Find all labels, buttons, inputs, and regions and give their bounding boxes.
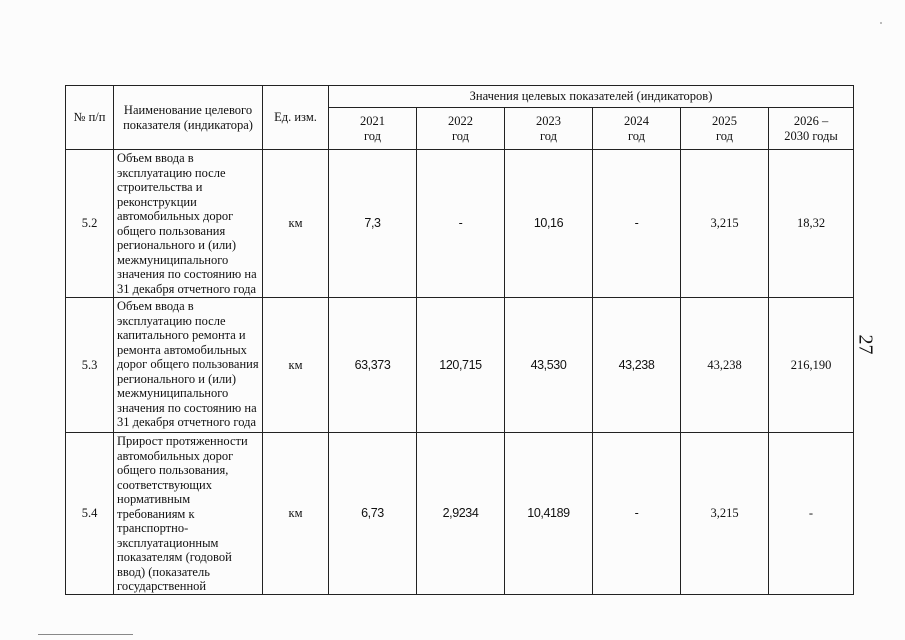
scan-speck — [880, 22, 882, 24]
value-2025: 43,238 — [681, 298, 769, 433]
header-year-2021: 2021 год — [329, 108, 417, 150]
value-2026-2030: - — [769, 433, 854, 595]
header-year-2022: 2022 год — [417, 108, 505, 150]
header-name: Наименование целевого показателя (индикатора) — [114, 86, 263, 150]
value-2022: 2,9234 — [417, 433, 505, 595]
value-2024: - — [593, 433, 681, 595]
value-2026-2030: 18,32 — [769, 150, 854, 298]
value-2022: 120,715 — [417, 298, 505, 433]
value-2023: 43,530 — [505, 298, 593, 433]
row-unit: км — [263, 298, 329, 433]
row-num: 5.3 — [66, 298, 114, 433]
row-num: 5.4 — [66, 433, 114, 595]
header-year-2025: 2025 год — [681, 108, 769, 150]
header-year-2026-2030: 2026 – 2030 годы — [769, 108, 854, 150]
value-2021: 63,373 — [329, 298, 417, 433]
value-2025: 3,215 — [681, 433, 769, 595]
row-name: Объем ввода в эксплуатацию после строительства и реконструкции автомобильных дорог общего пользования регионального и (или) межмуниципального значения по состоянию на 31 декабря отчетного года — [114, 150, 263, 298]
header-year-2024: 2024 год — [593, 108, 681, 150]
value-2023: 10,4189 — [505, 433, 593, 595]
target-indicators-table — [65, 85, 854, 595]
value-2025: 3,215 — [681, 150, 769, 298]
header-year-2023: 2023 год — [505, 108, 593, 150]
value-2024: - — [593, 150, 681, 298]
value-2021: 7,3 — [329, 150, 417, 298]
table-row — [66, 298, 854, 433]
header-values-group: Значения целевых показателей (индикаторов) — [329, 86, 854, 108]
row-unit: км — [263, 433, 329, 595]
table-row — [66, 150, 854, 298]
row-name: Объем ввода в эксплуатацию после капитального ремонта и ремонта автомобильных дорог общего пользования регионального и (или) межмуниципального значения по состоянию на 31 декабря отчетного года — [114, 298, 263, 433]
table-row — [66, 433, 854, 595]
value-2026-2030: 216,190 — [769, 298, 854, 433]
value-2023: 10,16 — [505, 150, 593, 298]
value-2021: 6,73 — [329, 433, 417, 595]
header-unit: Ед. изм. — [263, 86, 329, 150]
header-num: № п/п — [66, 86, 114, 150]
page-number: 27 — [854, 334, 877, 355]
row-unit: км — [263, 150, 329, 298]
value-2024: 43,238 — [593, 298, 681, 433]
row-name: Прирост протяженности автомобильных дорог общего пользования, соответствующих нормативным требованиям к транспортно-эксплуатационным показателям (годовой ввод) (показатель государственной — [114, 433, 263, 595]
row-num: 5.2 — [66, 150, 114, 298]
footer-divider — [38, 634, 133, 635]
value-2022: - — [417, 150, 505, 298]
